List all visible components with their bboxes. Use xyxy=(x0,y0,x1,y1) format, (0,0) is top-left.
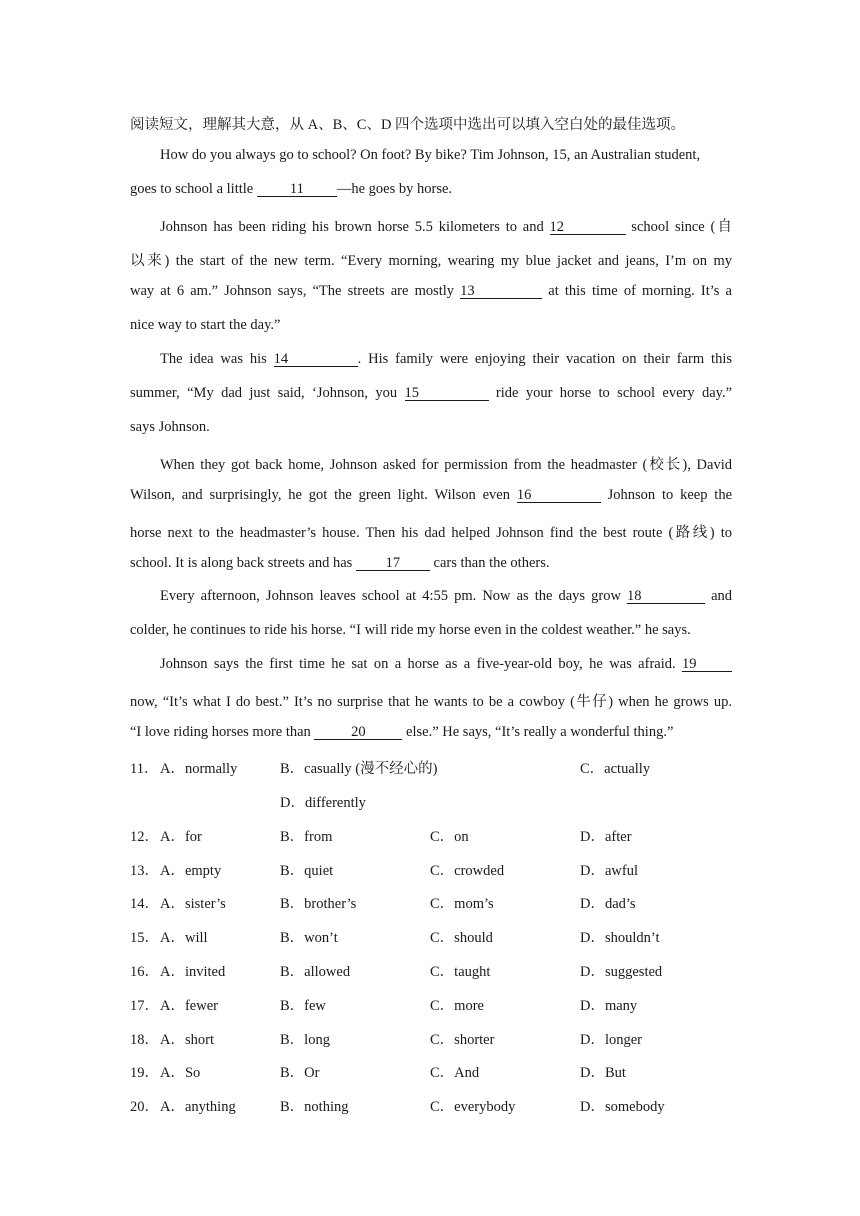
blank-13: 13 xyxy=(460,284,542,299)
instruction-text: 阅读短文，理解其大意，从 A、B、C、D 四个选项中选出可以填入空白处的最佳选项。 xyxy=(130,117,686,133)
option-c: C．should xyxy=(430,930,493,946)
blank-20: 20 xyxy=(314,725,402,740)
option-a: A．short xyxy=(160,1032,214,1048)
passage-line: way at 6 am.” Johnson says, “The streets are mostly 13 at this time of morning. It’s a xyxy=(130,283,732,299)
option-b: B．casually (漫不经心的) xyxy=(280,761,438,777)
passage-line: The idea was his 14 . His family were enjoying their vacation on their farm this xyxy=(160,351,732,367)
option-d: D．awful xyxy=(580,863,638,879)
option-a: A．for xyxy=(160,829,202,845)
question-number: 12． xyxy=(130,829,159,845)
question-number: 18． xyxy=(130,1032,159,1048)
option-d: D．But xyxy=(580,1065,626,1081)
option-d: D．shouldn’t xyxy=(580,930,660,946)
passage-line: goes to school a little 11 —he goes by horse. xyxy=(130,181,453,197)
blank-14: 14 xyxy=(274,352,358,367)
option-c: C．taught xyxy=(430,964,491,980)
question-number: 15． xyxy=(130,930,159,946)
passage-line: When they got back home, Johnson asked for permission from the headmaster (校长), David xyxy=(160,457,732,473)
question-number: 14． xyxy=(130,896,159,912)
passage-line: Johnson has been riding his brown horse 5.5 kilometers to and 12 school since (自 xyxy=(160,219,733,235)
passage-line: Every afternoon, Johnson leaves school at 4:55 pm. Now as the days grow 18 and xyxy=(160,588,732,604)
passage-line: now, “It’s what I do best.” It’s no surprise that he wants to be a cowboy (牛仔) when he grows up. xyxy=(130,694,732,710)
option-d: D．suggested xyxy=(580,964,663,980)
option-b: B．quiet xyxy=(280,863,334,879)
option-a: A．empty xyxy=(160,863,222,879)
passage-line: says Johnson. xyxy=(130,419,210,435)
option-d: D．somebody xyxy=(580,1099,665,1115)
blank-19: 19 xyxy=(682,657,732,672)
option-d: D．dad’s xyxy=(580,896,636,912)
option-d: D．after xyxy=(580,829,632,845)
question-number: 17． xyxy=(130,998,159,1014)
question-number: 13． xyxy=(130,863,159,879)
option-b: B．nothing xyxy=(280,1099,349,1115)
blank-15: 15 xyxy=(405,386,489,401)
option-c: C．more xyxy=(430,998,484,1014)
option-c: C．And xyxy=(430,1065,480,1081)
option-a: A．fewer xyxy=(160,998,218,1014)
option-a: A．So xyxy=(160,1065,201,1081)
blank-11: 11 xyxy=(257,182,337,197)
option-a: A．normally xyxy=(160,761,238,777)
option-d: D．longer xyxy=(580,1032,643,1048)
option-d: D．differently xyxy=(280,795,366,811)
passage-line: Wilson, and surprisingly, he got the green light. Wilson even 16 Johnson to keep the xyxy=(130,487,733,503)
passage-line: Johnson says the first time he sat on a horse as a five-year-old boy, he was afraid. 19 xyxy=(160,656,732,673)
question-number: 20． xyxy=(130,1099,159,1115)
passage-line: colder, he continues to ride his horse. “I will ride my horse even in the coldest weather.” he says. xyxy=(130,622,691,638)
question-number: 19． xyxy=(130,1065,159,1081)
option-a: A．anything xyxy=(160,1099,236,1115)
blank-16: 16 xyxy=(517,488,601,503)
blank-18: 18 xyxy=(627,589,705,604)
option-b: B．allowed xyxy=(280,964,351,980)
option-d: D．many xyxy=(580,998,638,1014)
option-c: C．on xyxy=(430,829,469,845)
option-c: C．everybody xyxy=(430,1099,516,1115)
option-c: C．actually xyxy=(580,761,651,777)
blank-17: 17 xyxy=(356,556,430,571)
option-b: B．from xyxy=(280,829,333,845)
passage-line: horse next to the headmaster’s house. Then his dad helped Johnson find the best route (路线) to xyxy=(130,525,732,541)
passage-line: 以来) the start of the new term. “Every morning, wearing my blue jacket and jeans, I’m on my xyxy=(130,253,732,269)
option-a: A．invited xyxy=(160,964,226,980)
option-c: C．mom’s xyxy=(430,896,494,912)
passage-line: How do you always go to school? On foot? By bike? Tim Johnson, 15, an Australian student, xyxy=(160,147,701,163)
option-a: A．sister’s xyxy=(160,896,226,912)
passage-line: nice way to start the day.” xyxy=(130,317,281,333)
option-a: A．will xyxy=(160,930,208,946)
question-number: 16． xyxy=(130,964,159,980)
passage-line: “I love riding horses more than 20 else.” He says, “It’s really a wonderful thing.” xyxy=(130,724,674,740)
option-b: B．Or xyxy=(280,1065,320,1081)
option-b: B．won’t xyxy=(280,930,338,946)
option-b: B．brother’s xyxy=(280,896,357,912)
question-number: 11． xyxy=(130,761,159,777)
option-b: B．few xyxy=(280,998,326,1014)
passage-line: school. It is along back streets and has 17 cars than the others. xyxy=(130,555,550,571)
blank-12: 12 xyxy=(550,220,626,235)
passage-line: summer, “My dad just said, ‘Johnson, you 15 ride your horse to school every day.” xyxy=(130,385,733,401)
option-c: C．crowded xyxy=(430,863,505,879)
option-c: C．shorter xyxy=(430,1032,495,1048)
option-b: B．long xyxy=(280,1032,330,1048)
